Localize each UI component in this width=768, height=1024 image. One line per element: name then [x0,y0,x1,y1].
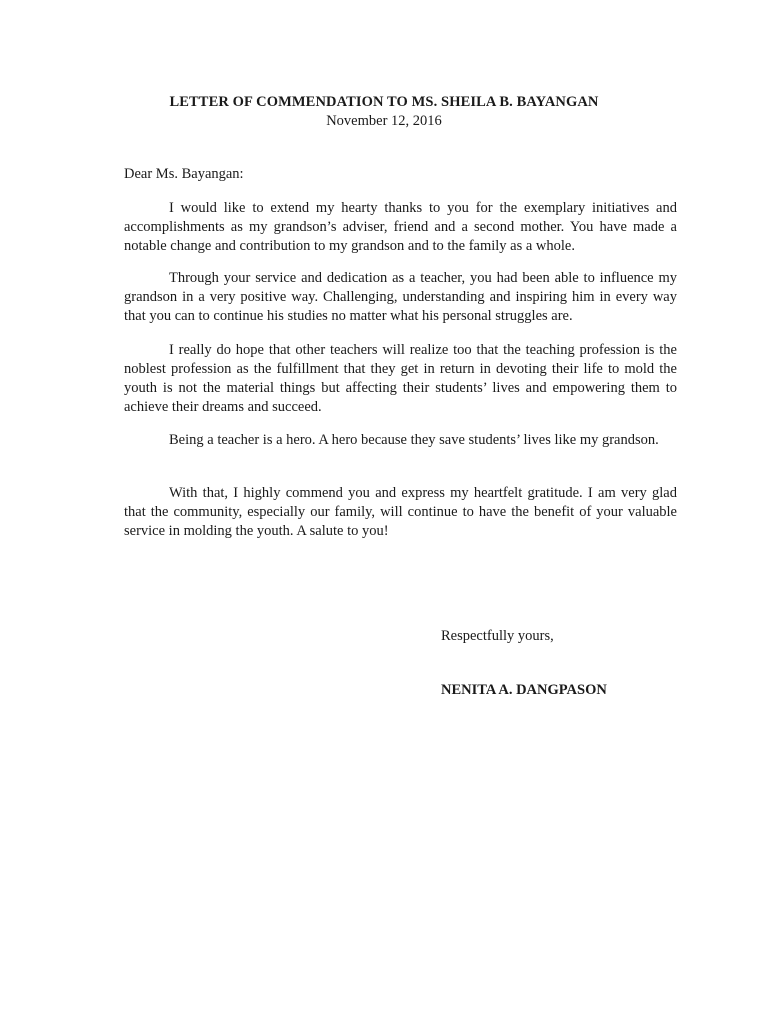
body-paragraph-4: Being a teacher is a hero. A hero because they save students’ lives like my grandson. [169,432,659,448]
body-paragraph-3: I really do hope that other teachers will realize too that the teaching profession is the noblest profession as the fulfillment that they get in return in devoting their life to mold the youth is not the material things but affecting their students’ lives and empowering them to achieve their dreams and succeed. [124,342,677,415]
letter-title: LETTER OF COMMENDATION TO MS. SHEILA B. BAYANGAN [169,94,599,110]
body-paragraph-1: I would like to extend my hearty thanks to you for the exemplary initiatives and accomplishments as my grandson’s adviser, friend and a second mother. You have made a notable change and contribution to my grandson and to the family as a whole. [124,200,677,254]
signature-name: NENITA A. DANGPASON [441,682,607,698]
letter-date: November 12, 2016 [326,113,442,129]
closing: Respectfully yours, [441,628,554,644]
body-paragraph-2: Through your service and dedication as a teacher, you had been able to influence my grandson in a very positive way. Challenging, understanding and inspiring him in every way that you can to continue his studies no matter what his personal struggles are. [124,270,677,324]
body-paragraph-5: With that, I highly commend you and express my heartfelt gratitude. I am very glad that the community, especially our family, will continue to have the benefit of your valuable service in molding the youth. A salute to you! [124,485,677,539]
salutation: Dear Ms. Bayangan: [124,166,244,182]
